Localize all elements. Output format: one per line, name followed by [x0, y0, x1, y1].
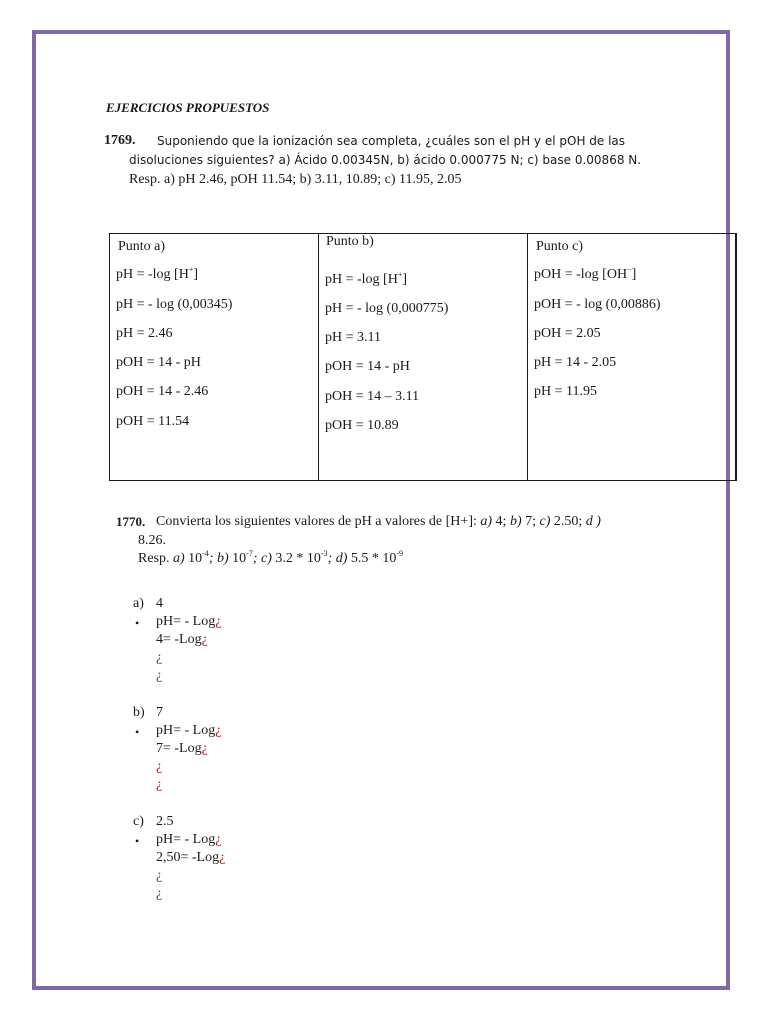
- column-b-title: Punto b): [326, 234, 374, 249]
- column-a-line-3: pH = 2.46: [116, 326, 173, 341]
- problem-1769-text-line1: Suponiendo que la ionización sea completa, ¿cuáles son el pH y el pOH de las: [157, 134, 626, 148]
- problem-1770-text-line2: 8.26.: [138, 533, 166, 548]
- item-b-glyph-2: ¿: [156, 777, 163, 792]
- item-c-label: c): [133, 814, 144, 829]
- problem-1769-text-line2: disoluciones siguientes? a) Ácido 0.00345N, b) ácido 0.000775 N; c) base 0.00868 N.: [129, 153, 642, 167]
- column-b-line-2: pH = - log (0,000775): [325, 301, 449, 316]
- item-c-line-1: pH= - Log¿: [156, 832, 222, 847]
- column-c-line-2: pOH = - log (0,00886): [534, 297, 661, 312]
- problem-1770-answer: Resp. a) $10^{-4}$; b) $10^{-7}$; c) $3.2 * 10^{-3}$; d) $5.5 * 10^{-9}$: [138, 549, 404, 566]
- item-b-line-1: pH= - Log¿: [156, 723, 222, 738]
- column-c-line-4: pH = 14 - 2.05: [534, 355, 617, 370]
- table-divider-1: [318, 234, 319, 480]
- column-a-title: Punto a): [118, 239, 166, 254]
- column-a-line-1: pH = -log [H+]: [116, 265, 199, 282]
- column-c-line-3: pOH = 2.05: [534, 326, 601, 341]
- problem-1769-number: 1769.: [104, 133, 136, 148]
- item-a-line-1: pH= - Log¿: [156, 614, 222, 629]
- item-b-label: b): [133, 705, 145, 720]
- column-b-line-3: pH = 3.11: [325, 330, 381, 345]
- item-c-line-2: 2,50= -Log¿: [156, 850, 226, 865]
- column-c-title: Punto c): [536, 239, 584, 254]
- table-divider-2: [527, 234, 528, 480]
- column-b-line-4: pOH = 14 - pH: [325, 359, 410, 374]
- item-b-value: 7: [156, 705, 163, 720]
- column-b-line-1: pH = -log [H+]: [325, 270, 408, 287]
- item-c-glyph-1: ¿: [156, 868, 163, 883]
- section-heading: EJERCICIOS PROPUESTOS: [106, 100, 270, 115]
- item-a-line-2: 4= -Log¿: [156, 632, 208, 647]
- problem-1770-text-line1: Convierta los siguientes valores de pH a valores de [H+]: a) 4; b) 7; c) 2.50; d ): [156, 514, 601, 529]
- item-a-value: 4: [156, 596, 163, 611]
- column-c-line-5: pH = 11.95: [534, 384, 597, 399]
- column-a-line-6: pOH = 11.54: [116, 414, 190, 429]
- item-c-bullet: •: [135, 834, 140, 848]
- item-c-value: 2.5: [156, 814, 174, 829]
- item-a-glyph-2: ¿: [156, 668, 163, 683]
- item-c-glyph-2: ¿: [156, 886, 163, 901]
- item-a-bullet: •: [135, 616, 140, 630]
- column-c-line-1: pOH = -log [OH−]: [534, 265, 637, 282]
- item-a-glyph-1: ¿: [156, 650, 163, 665]
- column-b-line-5: pOH = 14 – 3.11: [325, 389, 420, 404]
- item-a-label: a): [133, 596, 144, 611]
- column-b-line-6: pOH = 10.89: [325, 418, 399, 433]
- item-b-bullet: •: [135, 725, 140, 739]
- problem-1769-answer: Resp. a) pH 2.46, pOH 11.54; b) 3.11, 10.89; c) 11.95, 2.05: [129, 172, 462, 187]
- item-b-glyph-1: ¿: [156, 759, 163, 774]
- column-a-line-4: pOH = 14 - pH: [116, 355, 201, 370]
- column-a-line-5: pOH = 14 - 2.46: [116, 384, 209, 399]
- solution-table: [109, 233, 737, 481]
- item-b-line-2: 7= -Log¿: [156, 741, 208, 756]
- column-a-line-2: pH = - log (0,00345): [116, 297, 233, 312]
- problem-1770-number: 1770.: [116, 514, 146, 529]
- table-right-border: [735, 234, 737, 480]
